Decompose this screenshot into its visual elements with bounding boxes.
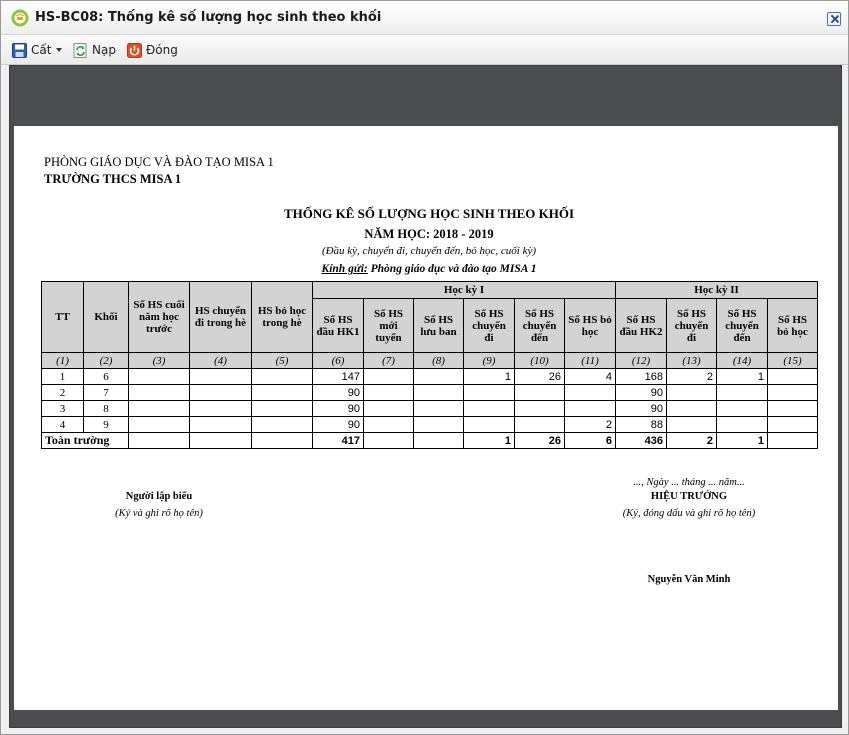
close-button-label: Đóng: [146, 43, 178, 57]
table-cell: [190, 385, 252, 401]
table-cell: 168: [616, 369, 667, 385]
header-cell: Số HS lưu ban: [414, 299, 464, 353]
table-cell: 147: [313, 369, 364, 385]
close-button[interactable]: [127, 41, 178, 59]
group-header-hk2: Học kỳ II: [616, 282, 818, 299]
table-cell: [190, 417, 252, 433]
table-cell: [768, 385, 818, 401]
table-cell: [190, 369, 252, 385]
report-viewer[interactable]: [9, 65, 842, 728]
chevron-down-icon[interactable]: [56, 48, 62, 52]
header-cell: Số HS chuyển đến: [717, 299, 768, 353]
title-bar: [1, 1, 848, 35]
total-cell: [129, 433, 190, 449]
table-row: [42, 385, 818, 401]
principal-title: HIỆU TRƯỞNG: [650, 491, 728, 502]
table-cell: 4: [565, 369, 616, 385]
date-line: ..., Ngày ... tháng ... năm...: [633, 477, 745, 488]
total-cell: 26: [515, 433, 565, 449]
total-cell: [414, 433, 464, 449]
total-cell: 1: [717, 433, 768, 449]
column-number: (7): [364, 353, 414, 369]
table-cell: [464, 385, 515, 401]
total-cell: 417: [313, 433, 364, 449]
table-cell: [565, 401, 616, 417]
column-number: (6): [313, 353, 364, 369]
table-cell: [129, 385, 190, 401]
table-cell: 4: [42, 417, 84, 433]
table-cell: 1: [42, 369, 84, 385]
window-title: HS-BC08: Thống kê số lượng học sinh theo khối: [35, 10, 382, 25]
refresh-icon: [73, 43, 88, 58]
header-cell: Số HS đầu HK1: [313, 299, 364, 353]
table-cell: [414, 385, 464, 401]
table-cell: [129, 401, 190, 417]
school-name: TRƯỜNG THCS MISA 1: [44, 172, 182, 186]
column-number: (8): [414, 353, 464, 369]
total-cell: 2: [667, 433, 717, 449]
table-cell: 8: [84, 401, 129, 417]
table-cell: [190, 401, 252, 417]
header-cell: HS bỏ học trong hè: [252, 282, 313, 353]
column-number: (10): [515, 353, 565, 369]
table-cell: [252, 385, 313, 401]
table-cell: 90: [616, 401, 667, 417]
table-row: [42, 417, 818, 433]
recipient-value: Phòng giáo dục và đào tạo MISA 1: [370, 263, 537, 275]
total-cell: [252, 433, 313, 449]
header-cell: Số HS chuyển đến: [515, 299, 565, 353]
table-cell: [464, 417, 515, 433]
principal-name: Nguyễn Văn Minh: [647, 574, 731, 585]
table-cell: 2: [42, 385, 84, 401]
table-cell: [515, 401, 565, 417]
total-cell: [768, 433, 818, 449]
total-cell: 1: [464, 433, 515, 449]
org-name: PHÒNG GIÁO DỤC VÀ ĐÀO TẠO MISA 1: [44, 155, 274, 169]
recipient-label: Kính gửi:: [321, 263, 368, 275]
preparer-note: (Ký và ghi rõ họ tên): [115, 508, 203, 519]
table-cell: [565, 385, 616, 401]
table-cell: [364, 401, 414, 417]
table-cell: [252, 417, 313, 433]
column-number: (1): [42, 353, 84, 369]
column-number: (9): [464, 353, 515, 369]
table-cell: 1: [717, 369, 768, 385]
column-number: (13): [667, 353, 717, 369]
total-row: [42, 433, 818, 449]
column-number: (12): [616, 353, 667, 369]
table-cell: 6: [84, 369, 129, 385]
total-label: Toàn trường: [42, 433, 129, 449]
reload-button-label: Nạp: [92, 43, 116, 57]
column-number: (2): [84, 353, 129, 369]
report-subtitle: (Đầu kỳ, chuyển đi, chuyển đến, bỏ học, cuối kỳ): [321, 245, 537, 257]
header-cell: Số HS chuyển đi: [667, 299, 717, 353]
app-logo-icon: [11, 9, 29, 27]
table-cell: [717, 401, 768, 417]
table-cell: 26: [515, 369, 565, 385]
table-cell: [515, 417, 565, 433]
table-cell: 7: [84, 385, 129, 401]
table-cell: [414, 417, 464, 433]
report-title: THỐNG KÊ SỐ LƯỢNG HỌC SINH THEO KHỐI: [283, 206, 575, 221]
table-cell: [364, 385, 414, 401]
table-cell: 90: [313, 385, 364, 401]
save-button[interactable]: [12, 41, 62, 59]
table-cell: [768, 401, 818, 417]
table-cell: 90: [616, 385, 667, 401]
close-icon[interactable]: [827, 12, 841, 26]
table-cell: [717, 417, 768, 433]
header-cell: Số HS mới tuyển: [364, 299, 414, 353]
table-cell: [364, 417, 414, 433]
table-cell: 2: [667, 369, 717, 385]
statistics-table: [41, 281, 818, 449]
report-school-year: NĂM HỌC: 2018 - 2019: [364, 227, 494, 241]
table-cell: [414, 369, 464, 385]
floppy-disk-icon: [12, 43, 27, 58]
column-number: (15): [768, 353, 818, 369]
header-cell: Số HS chuyển đi: [464, 299, 515, 353]
table-cell: [129, 417, 190, 433]
table-cell: [364, 369, 414, 385]
table-cell: 90: [313, 401, 364, 417]
table-cell: 2: [565, 417, 616, 433]
column-number: (14): [717, 353, 768, 369]
table-cell: 88: [616, 417, 667, 433]
table-cell: [414, 401, 464, 417]
table-row: [42, 369, 818, 385]
table-cell: [768, 417, 818, 433]
header-cell: Khối: [84, 282, 129, 353]
reload-button[interactable]: [73, 41, 116, 59]
group-header-hk1: Học kỳ I: [313, 282, 616, 299]
table-cell: [252, 401, 313, 417]
table-cell: 9: [84, 417, 129, 433]
preparer-title: Người lập biểu: [125, 491, 193, 502]
table-cell: 90: [313, 417, 364, 433]
total-cell: [364, 433, 414, 449]
table-cell: [252, 369, 313, 385]
power-icon: [127, 43, 142, 58]
table-cell: [717, 385, 768, 401]
column-number: (4): [190, 353, 252, 369]
header-cell: HS chuyển đi trong hè: [190, 282, 252, 353]
column-number: (5): [252, 353, 313, 369]
table-cell: [515, 385, 565, 401]
table-cell: [768, 369, 818, 385]
header-cell: Số HS cuối năm học trước: [129, 282, 190, 353]
header-cell: Số HS bỏ học: [768, 299, 818, 353]
table-cell: [667, 385, 717, 401]
total-cell: [190, 433, 252, 449]
header-cell: Số HS đầu HK2: [616, 299, 667, 353]
report-page: [14, 126, 838, 710]
total-cell: 436: [616, 433, 667, 449]
report-recipient: [14, 263, 844, 275]
table-row: [42, 401, 818, 417]
column-number: (3): [129, 353, 190, 369]
header-cell: TT: [42, 282, 84, 353]
toolbar: [1, 35, 848, 65]
table-cell: 3: [42, 401, 84, 417]
table-cell: [667, 417, 717, 433]
save-button-label: Cất: [31, 43, 52, 57]
header-cell: Số HS bỏ học: [565, 299, 616, 353]
total-cell: 6: [565, 433, 616, 449]
table-cell: [464, 401, 515, 417]
table-cell: [667, 401, 717, 417]
table-cell: [129, 369, 190, 385]
column-number: (11): [565, 353, 616, 369]
principal-note: (Ký, đóng dấu và ghi rõ họ tên): [622, 508, 756, 519]
table-cell: 1: [464, 369, 515, 385]
